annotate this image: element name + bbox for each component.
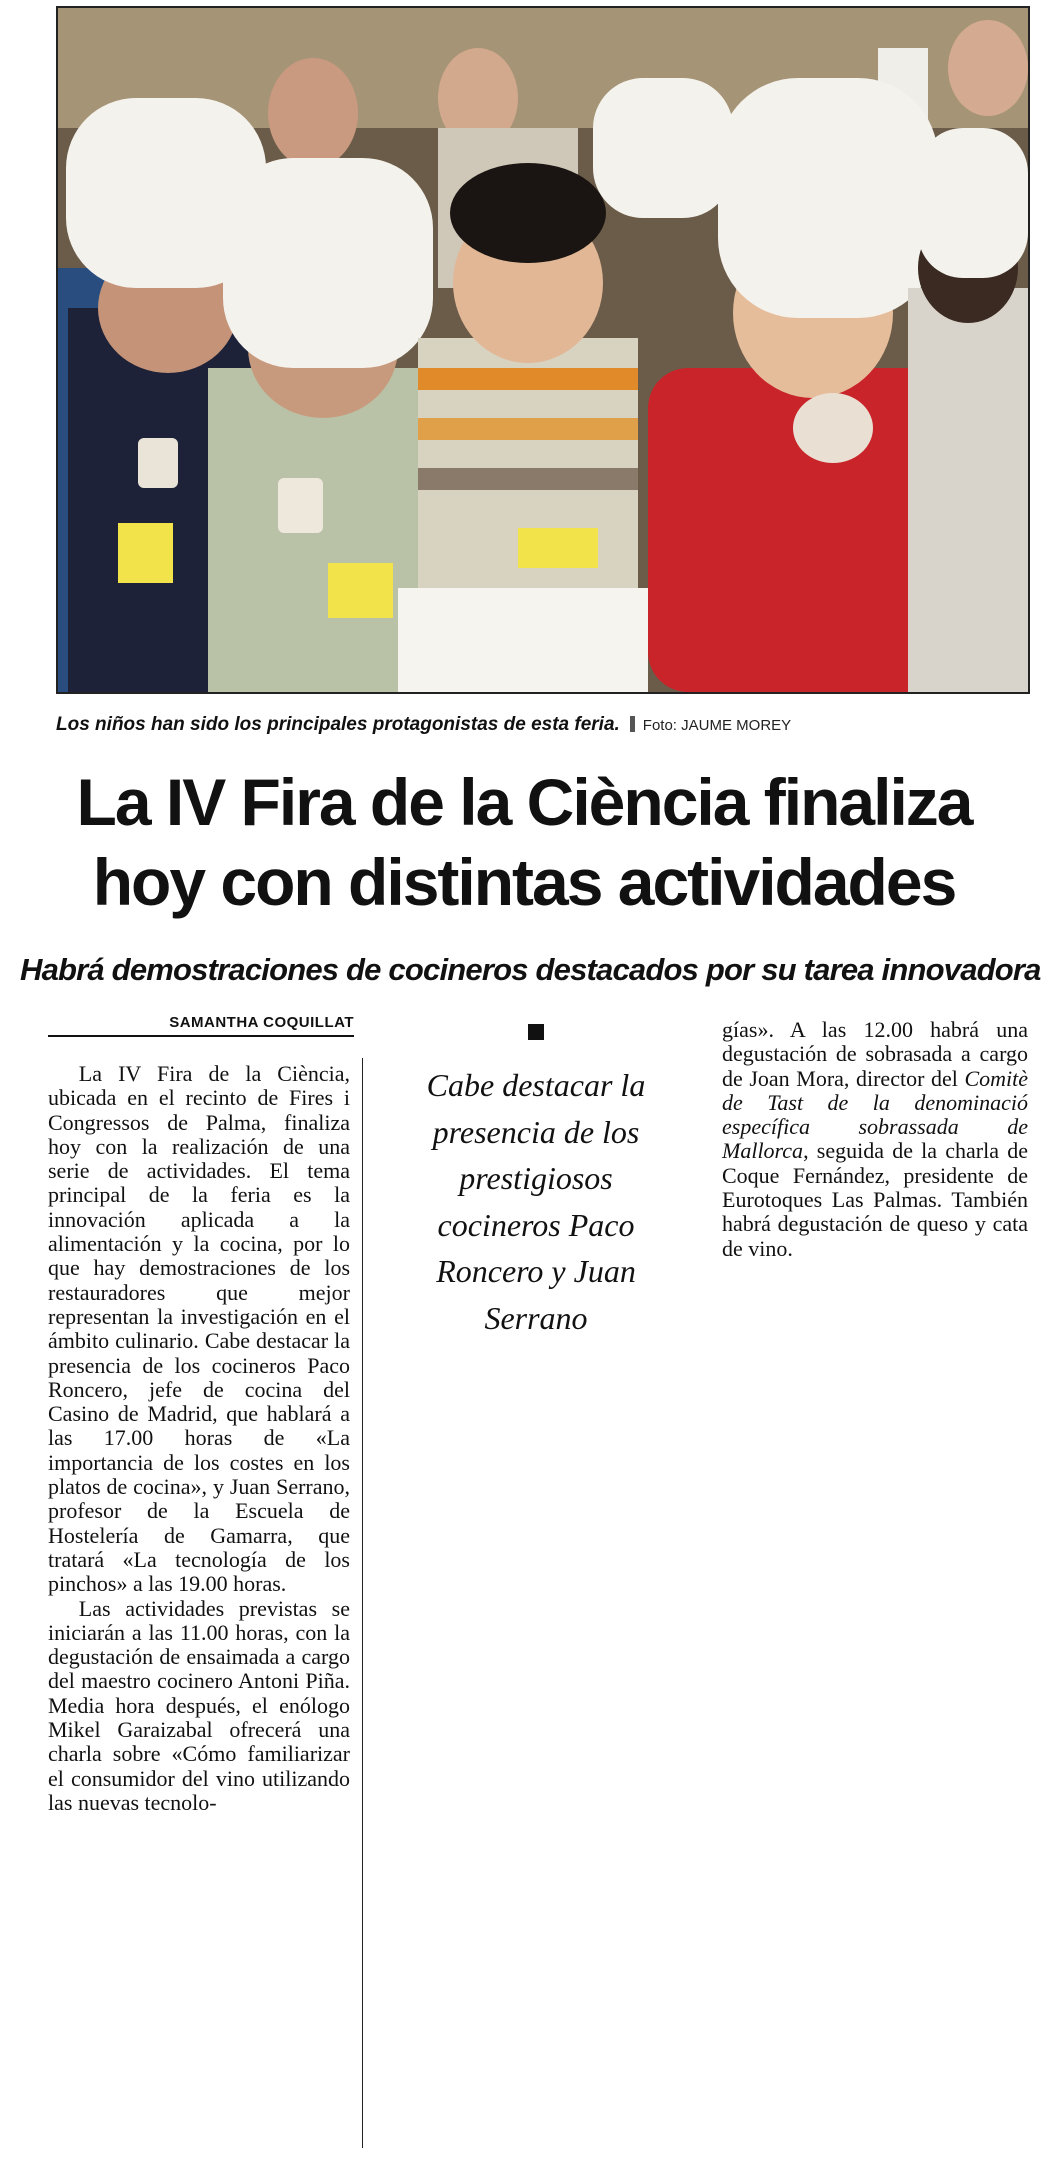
body-paragraph [722, 1018, 1028, 1261]
square-bullet-icon [528, 1024, 544, 1040]
subheadline: Habrá demostraciones de cocineros destacados por su tarea innovadora [20, 952, 1041, 987]
photo-credit: Foto: JAUME MOREY [642, 717, 792, 734]
body-column-right [722, 1018, 1028, 1261]
headline-line-2: hoy con distintas actividades [92, 845, 956, 919]
body-paragraph: La IV Fira de la Ciència, ubicada en el recinto de Fires i Congressos de Palma, finaliza hoy con la realización de una serie de actividades. El tema principal de la feria es la innovación aplicada a la alimentación y la cocina, por lo que hay demostraciones de los restauradores que mejor representan la investigación en el ámbito culinario. Cabe destacar la presencia de los cocineros Paco Roncero, jefe de cocina del Casino de Madrid, que hablará a las 17.00 horas de «La importancia de los costes en los platos de cocina», y Juan Serrano, profesor de la Escuela de Hostelería de Gamarra, que tratará «La tecnología de los pinchos» a las 19.00 horas. [48, 1061, 350, 1597]
body-paragraph: Las actividades previstas se iniciarán a las 11.00 horas, con la degustación de ensaimada a cargo del maestro cocinero Antoni Piña. Media hora después, el enólogo Mikel Garaizabal ofrecerá una charla sobre «Cómo familiarizar el consumidor del vino utilizando las nuevas tecnolo- [48, 1595, 350, 1815]
body-text: gías». A las 12.00 habrá una degustación de sobrasada a cargo de Joan Mora, director del [722, 1017, 1028, 1091]
body-column-left [48, 1062, 350, 1815]
column-divider [362, 1058, 363, 2148]
headline [20, 762, 1028, 922]
photo-caption [56, 714, 1030, 736]
caption-text: Los niños han sido los principales protagonistas de esta feria. [56, 714, 620, 735]
children-chef-hats-illustration [58, 8, 1028, 692]
caption-separator-icon [630, 716, 635, 732]
body-text-italic: Comitè de Tast de la denominació específica sobrassada de Mallorca [722, 1065, 1028, 1164]
article-photo [56, 6, 1030, 694]
byline: SAMANTHA COQUILLAT [48, 1014, 354, 1037]
body-text: , seguida de la charla de Coque Fernández, presidente de Eurotoques Las Palmas. También habrá degustación de queso y cata de vino. [722, 1138, 1028, 1261]
headline-line-1: La IV Fira de la Ciència finaliza [76, 765, 972, 839]
pull-quote: Cabe destacar la presencia de los prestigiosos cocineros Paco Roncero y Juan Serrano [426, 1067, 646, 1336]
